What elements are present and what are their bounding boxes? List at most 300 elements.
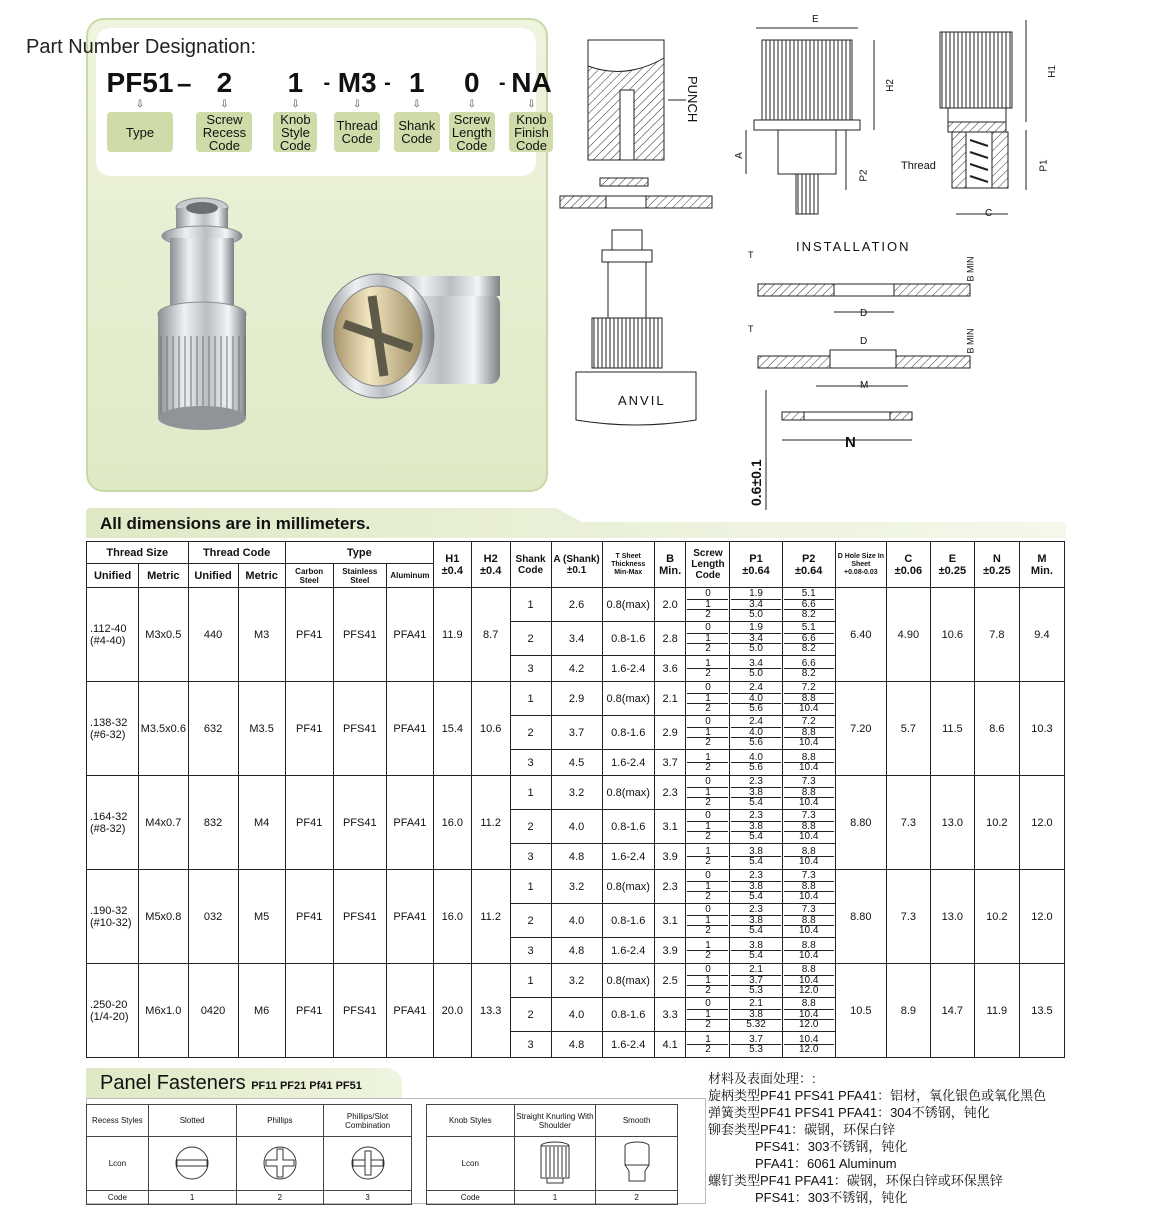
screw-value: 2 <box>705 668 711 679</box>
recess-phillips: Phillips <box>236 1105 324 1137</box>
screw-value: 2 <box>705 1044 711 1055</box>
table-cell: 4.5 <box>551 750 602 776</box>
table-cell: .164-32 (#8-32) <box>87 776 139 870</box>
table-cell: 3 <box>510 844 551 870</box>
p2-value: 8.8 <box>784 753 834 763</box>
table-cell: 16.0 <box>433 776 471 870</box>
screw-value: 1 <box>687 882 728 892</box>
th-e: E ±0.25 <box>930 542 974 588</box>
th-c: C ±0.06 <box>886 542 930 588</box>
table-cell: 10.5 <box>835 964 886 1058</box>
label-thread: Thread Code <box>334 112 380 152</box>
recess-code-row: Code <box>87 1191 149 1205</box>
separator: - <box>498 72 506 94</box>
table-cell-screw <box>686 964 730 998</box>
table-cell: 2 <box>510 904 551 938</box>
p1-value: 2.3 <box>731 871 780 881</box>
note-knob: 旋柄类型PF41 PFS41 PFA41：铝材，氧化银色或氧化黑色 <box>708 1088 1047 1103</box>
screw-value: 0 <box>687 999 728 1009</box>
th-type: Type <box>285 542 433 564</box>
arrow-down-icon: ⇩ <box>135 99 145 110</box>
table-cell-screw <box>686 904 730 938</box>
screw-value: 0 <box>687 905 728 915</box>
table-body <box>87 588 1065 1058</box>
arrow-down-icon: ⇩ <box>412 99 421 110</box>
table-cell-screw <box>686 938 730 964</box>
table-cell-screw <box>686 656 730 682</box>
p1-value: 2.1 <box>731 999 780 1009</box>
screw-value: 1 <box>687 941 728 951</box>
p1-value: 5.3 <box>749 1044 763 1055</box>
table-cell: PFS41 <box>333 776 386 870</box>
table-row <box>87 776 1065 810</box>
dim-t-2: T <box>748 324 754 334</box>
recess-code-2: 2 <box>236 1191 324 1205</box>
table-cell: M5x0.8 <box>139 870 188 964</box>
table-cell: 2.9 <box>551 682 602 716</box>
table-cell: 7.20 <box>835 682 886 776</box>
table-cell: 032 <box>188 870 238 964</box>
table-cell-p2 <box>782 870 835 904</box>
p2-value: 10.4 <box>784 1010 834 1020</box>
p2-value: 10.4 <box>798 950 819 961</box>
table-cell: 10.2 <box>974 870 1019 964</box>
screw-value: 1 <box>687 1035 728 1045</box>
screw-value: 2 <box>705 985 711 997</box>
product-photo <box>140 186 530 456</box>
table-cell: 0.8-1.6 <box>602 810 654 844</box>
material-notes <box>708 1070 1148 1206</box>
slotted-icon <box>148 1137 236 1191</box>
knurled-knob-icon <box>514 1137 596 1191</box>
screw-value: 0 <box>687 683 728 693</box>
table-cell: 3.7 <box>551 716 602 750</box>
table-cell-p2 <box>782 716 835 750</box>
p2-value: 8.8 <box>784 728 834 738</box>
p1-value: 5.4 <box>749 856 763 867</box>
table-cell: M4x0.7 <box>139 776 188 870</box>
th-metric-code: Metric <box>238 564 285 588</box>
designation-codes <box>106 66 554 152</box>
table-cell: PFS41 <box>333 588 386 682</box>
knob-knurled: Straight Knurling With Shoulder <box>514 1105 596 1137</box>
screw-value: 0 <box>687 777 728 787</box>
dim-bmin-2: B MIN <box>965 328 976 354</box>
p1-value: 5.6 <box>749 703 763 715</box>
table-cell: PFA41 <box>386 776 433 870</box>
table-cell: .250-20 (1/4-20) <box>87 964 139 1058</box>
label-shank: Shank Code <box>394 112 440 152</box>
screw-value: 0 <box>687 965 728 975</box>
note-rivet-pfa: PFA41：6061 Aluminum <box>755 1156 897 1171</box>
screw-value: 2 <box>705 703 711 715</box>
table-cell: M3 <box>238 588 285 682</box>
table-cell-p1 <box>730 844 782 870</box>
p1-value: 3.8 <box>731 882 780 892</box>
table-cell: 3.1 <box>654 904 686 938</box>
table-cell: 3.9 <box>654 844 686 870</box>
table-cell-screw <box>686 716 730 750</box>
table-cell: PFA41 <box>386 870 433 964</box>
table-cell: 2.3 <box>654 776 686 810</box>
label-type: Type <box>107 112 173 152</box>
dim-d-1: D <box>860 308 868 319</box>
dim-t-1: T <box>748 250 754 260</box>
p1-value: 5.6 <box>749 737 763 749</box>
dim-06: 0.6±0.1 <box>748 459 764 506</box>
table-cell: 6.40 <box>835 588 886 682</box>
arrow-down-icon: ⇩ <box>291 99 300 110</box>
label-installation: INSTALLATION <box>796 239 911 254</box>
p2-value: 6.6 <box>784 634 834 644</box>
screw-value: 1 <box>687 634 728 644</box>
p1-value: 2.3 <box>731 811 780 821</box>
p2-value: 7.3 <box>784 777 834 787</box>
table-cell: M6x1.0 <box>139 964 188 1058</box>
table-cell-p2 <box>782 588 835 622</box>
p1-value: 3.8 <box>731 847 780 857</box>
table-cell: 10.6 <box>930 588 974 682</box>
dim-h1: H1 <box>1046 65 1058 78</box>
screw-value: 0 <box>687 871 728 881</box>
p2-value: 7.3 <box>784 811 834 821</box>
table-cell: 0.8(max) <box>602 682 654 716</box>
dim-p1: P1 <box>1038 159 1050 172</box>
p2-value: 10.4 <box>784 1035 834 1045</box>
table-cell: 7.3 <box>886 870 930 964</box>
th-metric: Metric <box>139 564 188 588</box>
table-cell-screw <box>686 870 730 904</box>
table-cell: PFA41 <box>386 682 433 776</box>
table-cell-p2 <box>782 622 835 656</box>
th-thread-size: Thread Size <box>87 542 189 564</box>
p1-value: 2.3 <box>731 905 780 915</box>
p2-value: 8.8 <box>784 916 834 926</box>
note-spring: 弹簧类型PF41 PFS41 PFA41：304不锈钢，钝化 <box>708 1105 990 1120</box>
p1-value: 3.8 <box>731 788 780 798</box>
label-recess: Screw Recess Code <box>196 112 252 152</box>
p2-value: 10.4 <box>798 856 819 867</box>
table-cell: 4.8 <box>551 938 602 964</box>
table-cell-screw <box>686 998 730 1032</box>
table-cell: PF41 <box>285 964 333 1058</box>
table-cell-p2 <box>782 964 835 998</box>
table-cell-p1 <box>730 1032 782 1058</box>
table-cell: 3 <box>510 938 551 964</box>
p1-value: 3.8 <box>731 916 780 926</box>
panel-title: Panel Fasteners PF11 PF21 Pf41 PF51 <box>100 1072 362 1094</box>
table-cell: PFS41 <box>333 870 386 964</box>
table-cell: 13.0 <box>930 870 974 964</box>
knob-styles-table <box>426 1104 678 1205</box>
table-cell-p2 <box>782 844 835 870</box>
table-cell-p1 <box>730 964 782 998</box>
table-cell: 3 <box>510 656 551 682</box>
table-cell-p1 <box>730 870 782 904</box>
knob-smooth: Smooth <box>596 1105 678 1137</box>
screw-value: 2 <box>705 609 711 621</box>
screw-value: 0 <box>687 623 728 633</box>
table-cell: 1 <box>510 964 551 998</box>
knob-code-1: 1 <box>514 1191 596 1205</box>
table-cell: 3.9 <box>654 938 686 964</box>
th-stainless: Stainless Steel <box>333 564 386 588</box>
label-knob-style: Knob Style Code <box>273 112 317 152</box>
table-cell-p2 <box>782 682 835 716</box>
table-cell: 2 <box>510 622 551 656</box>
arrow-down-icon: ⇩ <box>220 99 229 110</box>
table-cell: 3.4 <box>551 622 602 656</box>
p1-value: 3.7 <box>731 1035 780 1045</box>
p2-value: 8.8 <box>784 999 834 1009</box>
p1-value: 5.0 <box>749 643 763 655</box>
table-cell-screw <box>686 810 730 844</box>
table-cell: 11.2 <box>471 776 510 870</box>
table-cell: 3.3 <box>654 998 686 1032</box>
table-cell: 3.2 <box>551 776 602 810</box>
screw-value: 0 <box>687 589 728 599</box>
code-screw-length: 0 <box>464 67 480 98</box>
p1-value: 5.4 <box>749 950 763 961</box>
p2-value: 10.4 <box>798 762 819 773</box>
p2-value: 8.8 <box>784 941 834 951</box>
table-cell: 1 <box>510 588 551 622</box>
knob-icon-row: Lcon <box>427 1137 515 1191</box>
table-cell: 8.80 <box>835 776 886 870</box>
table-cell: 8.80 <box>835 870 886 964</box>
table-row <box>87 588 1065 622</box>
screw-value: 1 <box>687 659 728 669</box>
table-cell: 0.8-1.6 <box>602 716 654 750</box>
arrow-down-icon: ⇩ <box>352 99 362 110</box>
table-cell: 832 <box>188 776 238 870</box>
table-cell-p2 <box>782 776 835 810</box>
p1-value: 3.8 <box>731 1010 780 1020</box>
table-cell: PFA41 <box>386 588 433 682</box>
table-cell-p1 <box>730 776 782 810</box>
technical-drawings <box>556 10 1076 510</box>
screw-value: 2 <box>705 856 711 867</box>
p1-value: 3.7 <box>731 976 780 986</box>
table-cell: 3 <box>510 1032 551 1058</box>
table-cell: 1.6-2.4 <box>602 844 654 870</box>
recess-code-3: 3 <box>324 1191 412 1205</box>
p2-value: 7.3 <box>784 905 834 915</box>
code-recess: 2 <box>216 67 233 98</box>
note-title: 材料及表面处理：: <box>708 1071 816 1086</box>
p1-value: 4.0 <box>731 753 780 763</box>
screw-value: 1 <box>687 600 728 610</box>
p2-value: 8.2 <box>801 609 816 621</box>
table-cell: PFS41 <box>333 682 386 776</box>
code-shank: 1 <box>409 67 425 98</box>
p2-value: 10.4 <box>798 797 819 809</box>
p1-value: 5.0 <box>749 668 763 679</box>
table-cell: M3.5 <box>238 682 285 776</box>
screw-value: 2 <box>705 891 711 903</box>
th-carbon: Carbon Steel <box>285 564 333 588</box>
table-cell: 1.6-2.4 <box>602 656 654 682</box>
table-cell-p2 <box>782 1032 835 1058</box>
table-cell-screw <box>686 844 730 870</box>
p1-value: 3.8 <box>731 941 780 951</box>
note-rivet-pfs: PFS41：303不锈钢，钝化 <box>755 1139 908 1154</box>
p2-value: 8.8 <box>784 847 834 857</box>
p2-value: 7.3 <box>784 871 834 881</box>
phillips-slot-icon <box>324 1137 412 1191</box>
p2-value: 10.4 <box>784 976 834 986</box>
p1-value: 1.9 <box>731 623 780 633</box>
table-cell: 7.3 <box>886 776 930 870</box>
p2-value: 8.8 <box>784 694 834 704</box>
table-cell: 4.90 <box>886 588 930 682</box>
table-cell: 0.8-1.6 <box>602 622 654 656</box>
table-cell: 4.0 <box>551 810 602 844</box>
table-cell: 12.0 <box>1019 870 1064 964</box>
table-cell-p1 <box>730 750 782 776</box>
note-screw-pfs: PFS41：303不锈钢，钝化 <box>755 1190 908 1205</box>
th-p1: P1 ±0.64 <box>730 542 782 588</box>
p2-value: 6.6 <box>784 600 834 610</box>
table-cell: 1.6-2.4 <box>602 938 654 964</box>
dim-a: A <box>733 152 745 159</box>
table-cell-p1 <box>730 998 782 1032</box>
screw-value: 2 <box>705 643 711 655</box>
table-cell: 4.1 <box>654 1032 686 1058</box>
p1-value: 4.0 <box>731 728 780 738</box>
p1-value: 5.4 <box>749 797 763 809</box>
table-cell-p1 <box>730 810 782 844</box>
code-thread: M3 <box>337 67 377 98</box>
table-cell-p2 <box>782 938 835 964</box>
p2-value: 12.0 <box>798 1019 819 1031</box>
screw-value: 2 <box>705 831 711 843</box>
dim-p2: P2 <box>858 169 870 182</box>
dims-title: All dimensions are in millimeters. <box>100 514 371 533</box>
designation-title: Part Number Designation: <box>26 36 257 58</box>
p2-value: 8.8 <box>784 788 834 798</box>
screw-value: 1 <box>687 694 728 704</box>
table-cell: 2.9 <box>654 716 686 750</box>
p1-value: 3.8 <box>731 822 780 832</box>
table-row <box>87 964 1065 998</box>
smooth-knob-icon <box>596 1137 678 1191</box>
screw-value: 1 <box>687 916 728 926</box>
table-cell-p2 <box>782 656 835 682</box>
th-unified: Unified <box>87 564 139 588</box>
table-cell-p2 <box>782 810 835 844</box>
code-type: PF51 <box>106 67 174 98</box>
table-cell: .112-40 (#4-40) <box>87 588 139 682</box>
table-cell: M3.5x0.6 <box>139 682 188 776</box>
table-cell-p1 <box>730 588 782 622</box>
table-cell-p1 <box>730 682 782 716</box>
table-cell: 4.8 <box>551 844 602 870</box>
table-cell: 0.8(max) <box>602 588 654 622</box>
screw-value: 2 <box>705 797 711 809</box>
table-cell: 4.0 <box>551 998 602 1032</box>
dim-c: C <box>985 208 993 219</box>
table-cell: 10.3 <box>1019 682 1064 776</box>
table-cell: 4.2 <box>551 656 602 682</box>
p2-value: 12.0 <box>798 985 819 997</box>
label-punch: PUNCH <box>685 76 700 123</box>
dim-h2: H2 <box>884 79 896 92</box>
knob-header: Knob Styles <box>427 1105 515 1137</box>
table-cell: 2.6 <box>551 588 602 622</box>
table-cell: 8.6 <box>974 682 1019 776</box>
p2-value: 12.0 <box>798 1044 819 1055</box>
recess-combination: Phillips/Slot Combination <box>324 1105 412 1137</box>
table-cell: 2.8 <box>654 622 686 656</box>
table-cell: 2.5 <box>654 964 686 998</box>
p1-value: 2.4 <box>731 717 780 727</box>
p2-value: 10.4 <box>798 925 819 937</box>
screw-value: 1 <box>687 847 728 857</box>
table-cell-screw <box>686 682 730 716</box>
note-screw: 螺钉类型PF41 PFA41：碳钢，环保白锌或环保黑锌 <box>708 1173 1003 1188</box>
table-cell: PFS41 <box>333 964 386 1058</box>
table-cell: .138-32 (#6-32) <box>87 682 139 776</box>
table-cell: M5 <box>238 870 285 964</box>
table-cell: 0420 <box>188 964 238 1058</box>
code-knob-finish: NA <box>511 67 552 98</box>
table-cell-screw <box>686 622 730 656</box>
table-cell: 3.2 <box>551 964 602 998</box>
screw-value: 2 <box>705 762 711 773</box>
p2-value: 6.6 <box>784 659 834 669</box>
table-cell: M6 <box>238 964 285 1058</box>
p1-value: 5.4 <box>749 925 763 937</box>
separator: – <box>177 68 192 98</box>
screw-value: 2 <box>705 925 711 937</box>
knob-code-2: 2 <box>596 1191 678 1205</box>
table-cell: 10.6 <box>471 682 510 776</box>
label-thread: Thread <box>901 160 936 172</box>
th-p2: P2 ±0.64 <box>782 542 835 588</box>
p1-value: 3.4 <box>731 600 780 610</box>
p1-value: 2.4 <box>731 683 780 693</box>
table-cell: 3.6 <box>654 656 686 682</box>
th-unified-code: Unified <box>188 564 238 588</box>
table-cell-screw <box>686 588 730 622</box>
table-cell: 2.1 <box>654 682 686 716</box>
screw-value: 1 <box>687 728 728 738</box>
table-cell: PF41 <box>285 588 333 682</box>
p2-value: 8.2 <box>801 643 816 655</box>
table-cell-p2 <box>782 998 835 1032</box>
recess-code-1: 1 <box>148 1191 236 1205</box>
table-cell-p1 <box>730 904 782 938</box>
p1-value: 1.9 <box>731 589 780 599</box>
arrow-down-icon: ⇩ <box>527 99 536 110</box>
table-cell: 10.2 <box>974 776 1019 870</box>
table-cell: 2 <box>510 810 551 844</box>
p2-value: 10.4 <box>798 831 819 843</box>
p1-value: 5.6 <box>749 762 763 773</box>
table-cell: 0.8(max) <box>602 870 654 904</box>
dim-d-2: D <box>860 336 868 347</box>
table-cell: 8.7 <box>471 588 510 682</box>
th-m: M Min. <box>1019 542 1064 588</box>
table-cell: 15.4 <box>433 682 471 776</box>
table-cell: 440 <box>188 588 238 682</box>
table-cell: 3 <box>510 750 551 776</box>
table-cell-p1 <box>730 622 782 656</box>
table-cell: 632 <box>188 682 238 776</box>
label-knob-finish: Knob Finish Code <box>509 112 553 152</box>
table-cell-p1 <box>730 656 782 682</box>
